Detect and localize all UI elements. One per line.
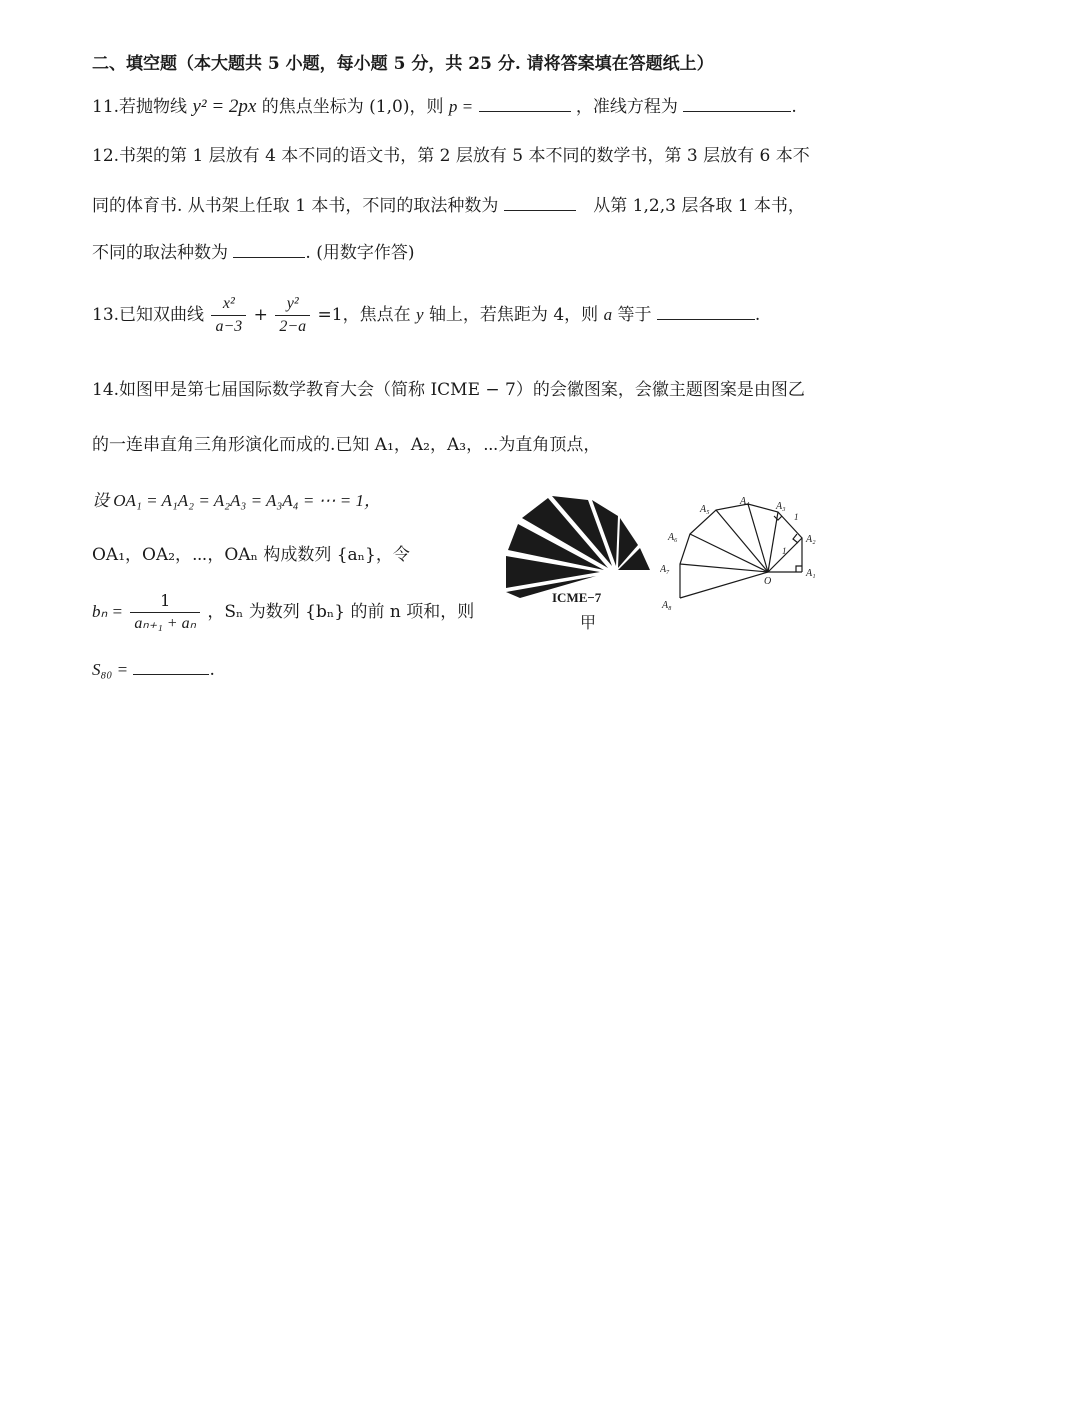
- answer-blank-directrix[interactable]: [683, 97, 791, 112]
- label-a2: A₂: [806, 534, 816, 545]
- question-14-line5: bₙ = $\frac{1}{\text{aₙ₊₁ + aₙ}}$ ，Sₙ 为数列 {bₙ} 的前 n 项和，则: [92, 590, 474, 635]
- label-a6: A₆: [668, 532, 678, 543]
- question-14-line4: OA₁，OA₂，⋯，OAₙ 构成数列 {aₙ}，令: [92, 545, 410, 565]
- label-a4: A₄: [740, 496, 750, 507]
- label-a3: A₃: [776, 501, 786, 512]
- answer-blank-p[interactable]: [479, 97, 571, 112]
- question-12-line1: 12.书架的第 1 层放有 4 本不同的语文书，第 2 层放有 5 本不同的数学书，第 3 层放有 6 本不: [92, 146, 810, 166]
- question-14-line2: 的一连串直角三角形演化而成的.已知 A₁，A₂，A₃，⋯为直角顶点，: [92, 435, 601, 455]
- label-a7: A₇: [660, 564, 670, 575]
- question-13: 13.已知双曲线 $\frac{\text{x²}}{a-3}$ + $\frac{\text{y²}}{2-a}$ =1，焦点在 y 轴上，若焦距为 4，则 a 等于 .: [92, 293, 760, 338]
- question-12-line3: 不同的取法种数为 . (用数字作答): [92, 243, 415, 263]
- logo-caption: ICME−7: [552, 590, 602, 605]
- question-14-line6: S₈₀ = .: [92, 660, 215, 680]
- label-a5: A₅: [700, 504, 710, 515]
- icme7-logo-figure: [500, 490, 660, 640]
- fraction-x2-over-a-3: $\frac{\text{x²}}{a-3}$: [211, 293, 246, 338]
- section-heading: 二、填空题（本大题共 5 小题，每小题 5 分，共 25 分. 请将答案填在答题纸上）: [92, 54, 714, 74]
- figure-label-jia: 甲: [580, 615, 597, 632]
- question-11: 11.若抛物线 y² = 2px 的焦点坐标为 (1,0)，则 p = ，准线方程为 .: [92, 96, 797, 117]
- answer-blank-each-layer[interactable]: [233, 243, 305, 258]
- parabola-equation: y² = 2px: [192, 96, 257, 117]
- label-unit-2: 1: [782, 546, 787, 556]
- answer-blank-a[interactable]: [657, 305, 755, 320]
- label-o: O: [764, 576, 772, 587]
- fraction-y2-over-2-a: $\frac{\text{y²}}{2-a}$: [275, 293, 310, 338]
- label-a1: A₁: [806, 568, 816, 579]
- fraction-bn: $\frac{1}{\text{aₙ₊₁ + aₙ}}$: [130, 590, 200, 635]
- spiral-right-triangles-figure: [660, 494, 830, 619]
- logo-spiral-triangles: [506, 496, 650, 598]
- question-14-line1: 14.如图甲是第七届国际数学教育大会（简称 ICME − 7）的会徽图案，会徽主题图案是由图乙: [92, 380, 805, 400]
- answer-blank-any-one[interactable]: [504, 196, 576, 211]
- label-unit-1: 1: [794, 512, 799, 522]
- question-12-line2: 同的体育书. 从书架上任取 1 本书，不同的取法种数为 从第 1,2,3 层各取 1 本书，: [92, 196, 805, 216]
- label-a8: A₈: [662, 600, 672, 611]
- answer-blank-s80[interactable]: [133, 660, 209, 675]
- question-14-line3: 设 OA₁ = A₁A₂ = A₂A₃ = A₃A₄ = ⋯ = 1，: [92, 491, 382, 510]
